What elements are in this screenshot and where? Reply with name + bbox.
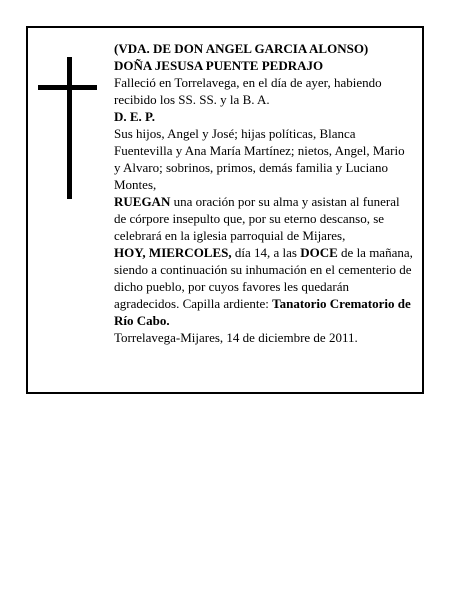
request-keyword: RUEGAN <box>114 194 171 209</box>
funeral-time: DOCE <box>300 245 338 260</box>
obituary-notice <box>26 26 424 394</box>
deceased-name: DOÑA JESUSA PUENTE PEDRAJO <box>114 58 324 73</box>
chapel-name: Tanatorio Crematorio de Río Cabo. <box>114 296 411 328</box>
burial-text: de la mañana, siendo a continuación su inhumación en el cementerio de dicho pueblo, por cuyos favores les quedarán agradecidos. Capilla ardiente: <box>114 245 413 311</box>
funeral-date: día 14, a las <box>231 245 301 260</box>
cross-horizontal-bar <box>38 85 97 90</box>
request-paragraph <box>114 193 414 244</box>
notice-text <box>114 40 414 346</box>
death-statement: Falleció en Torrelavega, en el día de ayer, habiendo recibido los SS. SS. y la B. A. <box>114 75 382 107</box>
funeral-day: HOY, MIERCOLES, <box>114 245 232 260</box>
rest-in-peace: D. E. P. <box>114 109 156 124</box>
family-list: Sus hijos, Angel y José; hijas políticas, Blanca Fuentevilla y Ana María Martínez; nietos, Angel, Mario y Alvaro; sobrinos, primos, demás familia y Luciano Montes, <box>114 126 405 192</box>
request-text: una oración por su alma y asistan al funeral de córpore insepulto que, por su eterno descanso, se celebrará en la iglesia parroquial de Mijares, <box>114 194 400 243</box>
cross-vertical-bar <box>67 57 72 199</box>
widow-of-line: (VDA. DE DON ANGEL GARCIA ALONSO) <box>114 41 369 56</box>
funeral-details <box>114 244 414 329</box>
place-and-date: Torrelavega-Mijares, 14 de diciembre de 2011. <box>114 330 358 345</box>
